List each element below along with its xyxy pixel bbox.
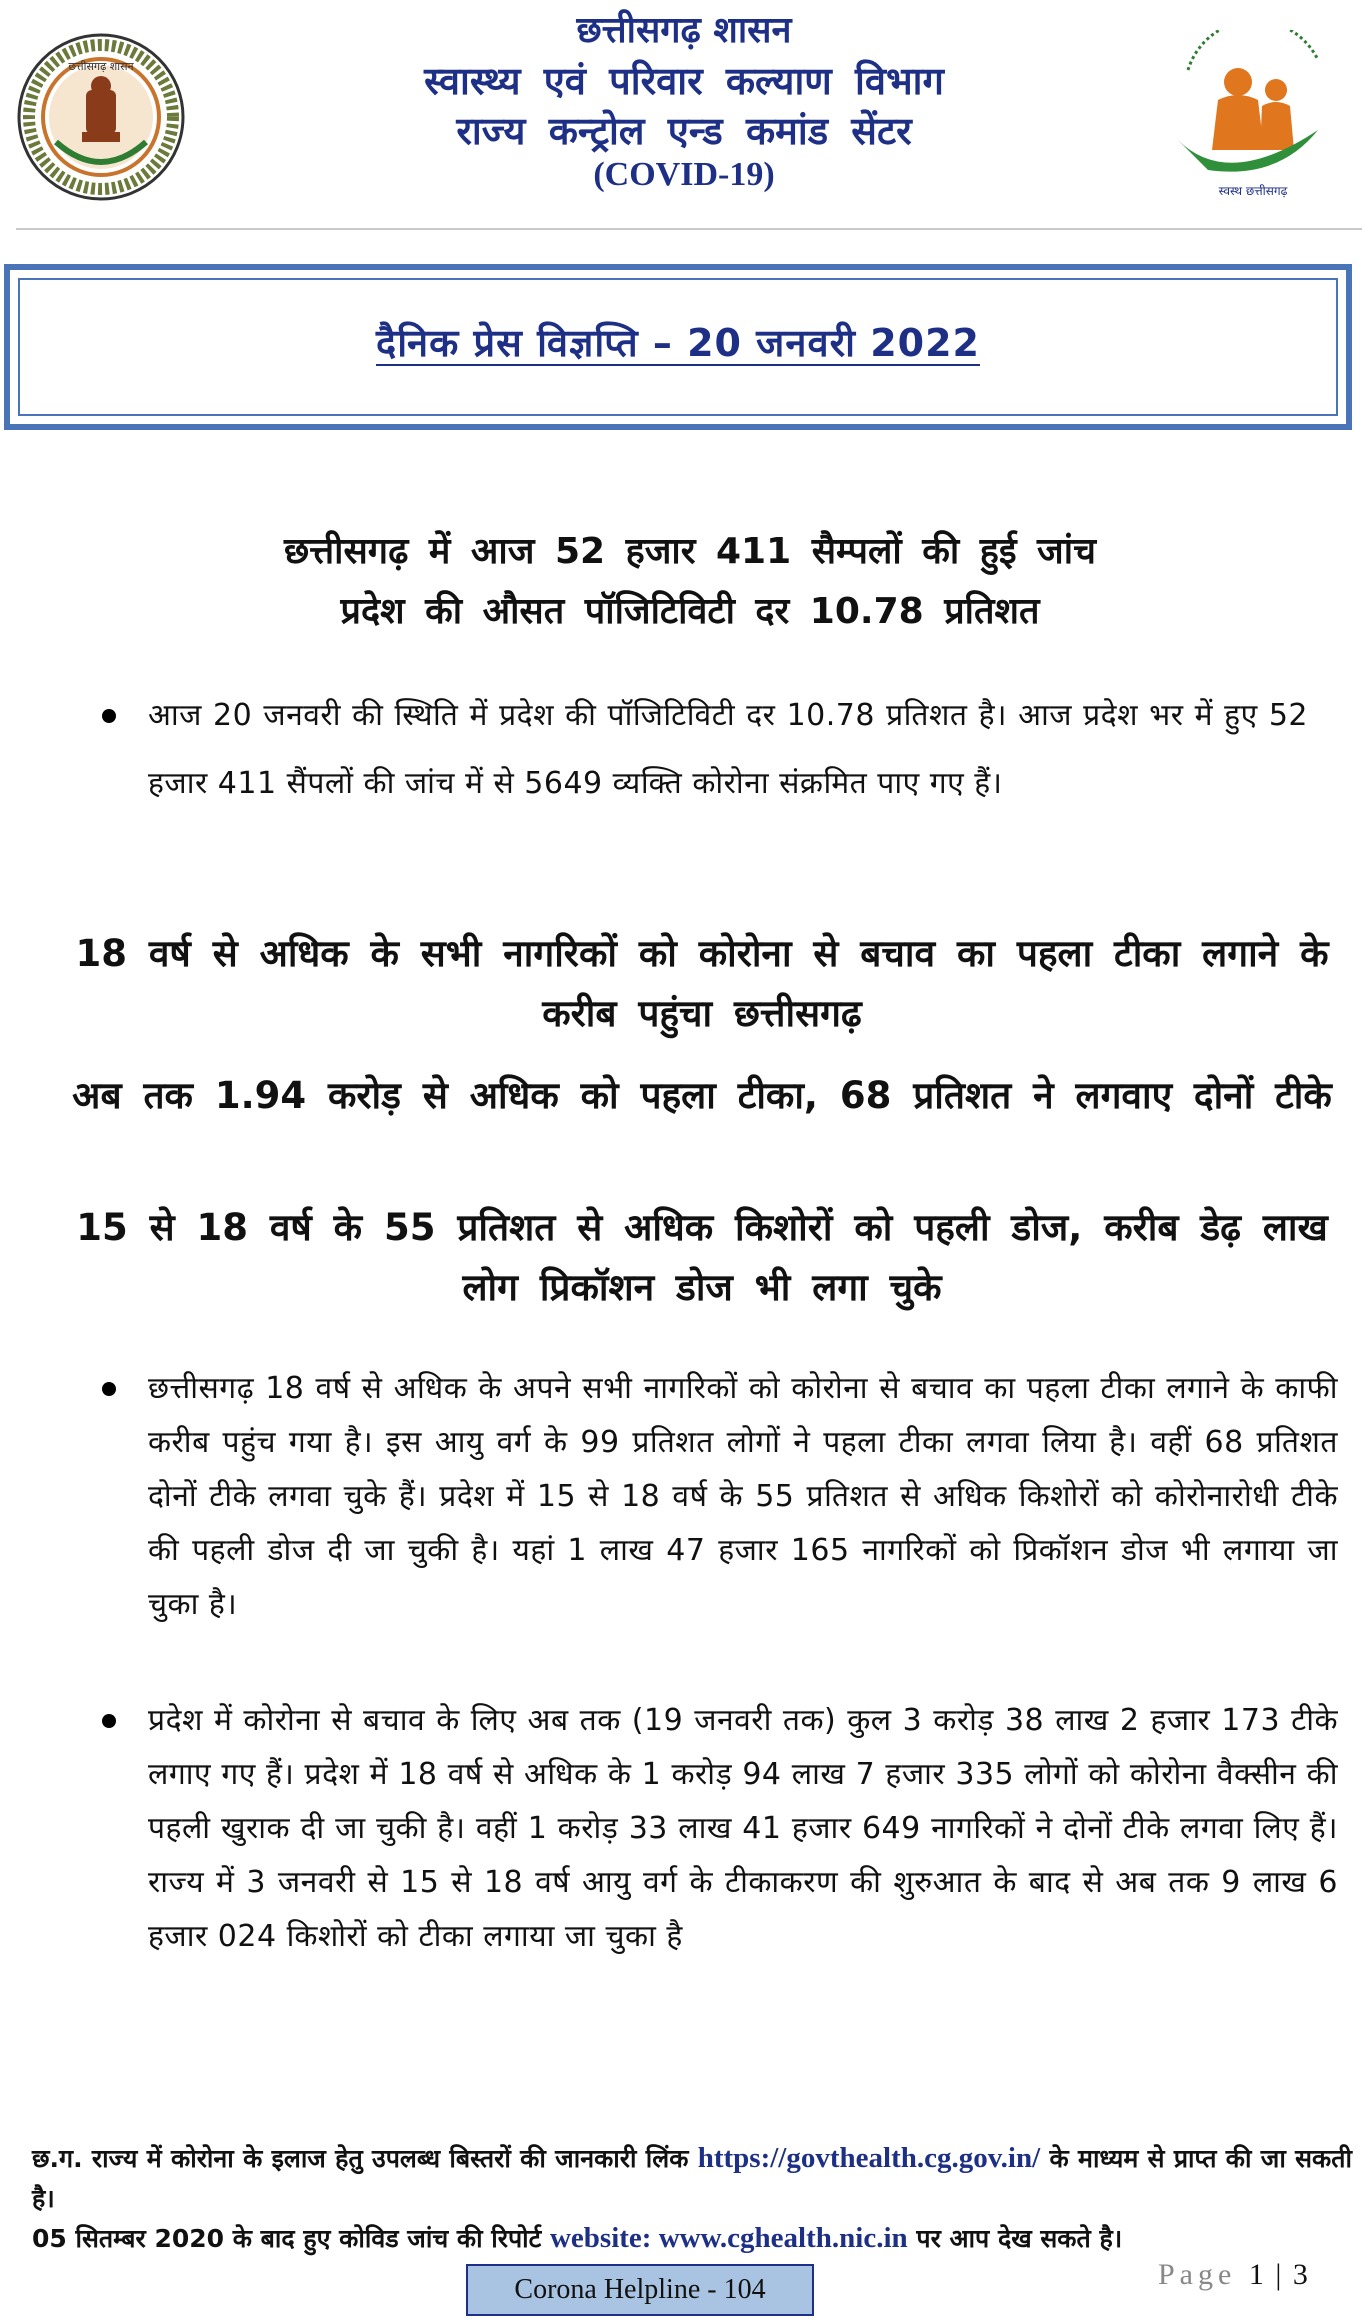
subheading-first-dose: 18 वर्ष से अधिक के सभी नागरिकों को कोरोना से बचाव का पहला टीका लगाने के करीब पहुंचा छत्तीसगढ़ bbox=[75, 932, 1329, 1035]
header-command-centre: राज्य कन्ट्रोल एन्ड कमांड सेंटर bbox=[456, 109, 912, 153]
cghealth-website-link[interactable]: website: www.cghealth.nic.in bbox=[549, 2222, 908, 2254]
footer-report-note-prefix: 05 सितम्बर 2020 के बाद हुए कोविड जांच की रिपोर्ट bbox=[32, 2224, 542, 2253]
page-word: Page bbox=[1158, 2258, 1237, 2291]
left-logo-text: छत्तीसगढ़ शासन bbox=[68, 60, 134, 73]
press-release-title: दैनिक प्रेस विज्ञप्ति – 20 जनवरी 2022 bbox=[376, 321, 980, 365]
footer-report-note-suffix: पर आप देख सकते है। bbox=[916, 2224, 1123, 2253]
subheading-both-doses: अब तक 1.94 करोड़ से अधिक को पहला टीका, 68 प्रतिशत ने लगवाए दोनों टीके bbox=[72, 1074, 1332, 1117]
footer-beds-note-suffix: के माध्यम से प्राप्त की जा सकती है। bbox=[32, 2144, 1352, 2213]
bullet-positivity-rate: आज 20 जनवरी की स्थिति में प्रदेश की पॉजिटिविटी दर 10.78 प्रतिशत है। आज प्रदेश भर में हुए 52 हजार 411 सैंपलों की जांच में से 5649 व्यक्ति कोरोना संक्रमित पाए गए हैं। bbox=[148, 682, 1308, 818]
main-headline bbox=[60, 522, 1320, 642]
corona-helpline-box: Corona Helpline - 104 bbox=[466, 2264, 814, 2316]
header-covid-tag: (COVID-19) bbox=[593, 156, 775, 193]
swasth-chhattisgarh-logo bbox=[1168, 30, 1338, 200]
bullet-vaccination-coverage: छत्तीसगढ़ 18 वर्ष से अधिक के अपने सभी नागरिकों को कोरोना से बचाव का पहला टीका लगाने के काफी करीब पहुंच गया है। इस आयु वर्ग के 99 प्रतिशत लोगों ने पहला टीका लगवा लिया है। वहीं 68 प्रतिशत दोनों टीके लगवा चुके हैं। प्रदेश में 15 से 18 वर्ष के 55 प्रतिशत से अधिक किशोरों को कोरोनारोधी टीके की पहली डोज दी जा चुकी है। यहां 1 लाख 47 हजार 165 नागरिकों को प्रिकॉशन डोज भी लगाया जा चुका है। bbox=[148, 1362, 1338, 1632]
right-logo-text: स्वस्थ छत्तीसगढ़ bbox=[1218, 184, 1288, 198]
bullet-vaccination-totals: प्रदेश में कोरोना से बचाव के लिए अब तक (19 जनवरी तक) कुल 3 करोड़ 38 लाख 2 हजार 173 टीके लगाए गए हैं। प्रदेश में 18 वर्ष से अधिक के 1 करोड़ 94 लाख 7 हजार 335 लोगों को कोरोना वैक्सीन की पहली खुराक दी जा चुकी है। वहीं 1 करोड़ 33 लाख 41 हजार 649 नागरिकों ने दोनों टीके लगवा लिए हैं। राज्य में 3 जनवरी से 15 से 18 वर्ष आयु वर्ग के टीकाकरण की शुरुआत के बाद से अब तक 9 लाख 6 हजार 024 किशोरों को टीका लगाया जा चुका है bbox=[148, 1694, 1338, 1964]
headline-line-1: छत्तीसगढ़ में आज 52 हजार 411 सैम्पलों की हुई जांच bbox=[284, 531, 1096, 572]
page-number bbox=[1158, 2258, 1358, 2292]
title-box bbox=[4, 264, 1352, 430]
govthealth-link[interactable]: https://govthealth.cg.gov.in/ bbox=[697, 2142, 1041, 2174]
header-department: स्वास्थ्य एवं परिवार कल्याण विभाग bbox=[424, 59, 944, 103]
headline-line-2: प्रदेश की औसत पॉजिटिविटी दर 10.78 प्रतिशत bbox=[340, 591, 1040, 632]
header-divider bbox=[16, 228, 1362, 230]
subheading-teen-precaution: 15 से 18 वर्ष के 55 प्रतिशत से अधिक किशोरों को पहली डोज, करीब डेढ़ लाख लोग प्रिकॉशन डोज भी लगा चुके bbox=[76, 1206, 1328, 1309]
footer-report-note bbox=[32, 2218, 1352, 2259]
header-govt-name: छत्तीसगढ़ शासन bbox=[576, 10, 792, 51]
page-count: 1 | 3 bbox=[1248, 2258, 1310, 2291]
footer-beds-note-prefix: छ.ग. राज्य में कोरोना के इलाज हेतु उपलब्ध बिस्तरों की जानकारी लिंक bbox=[32, 2144, 689, 2173]
footer-beds-note bbox=[32, 2138, 1352, 2219]
